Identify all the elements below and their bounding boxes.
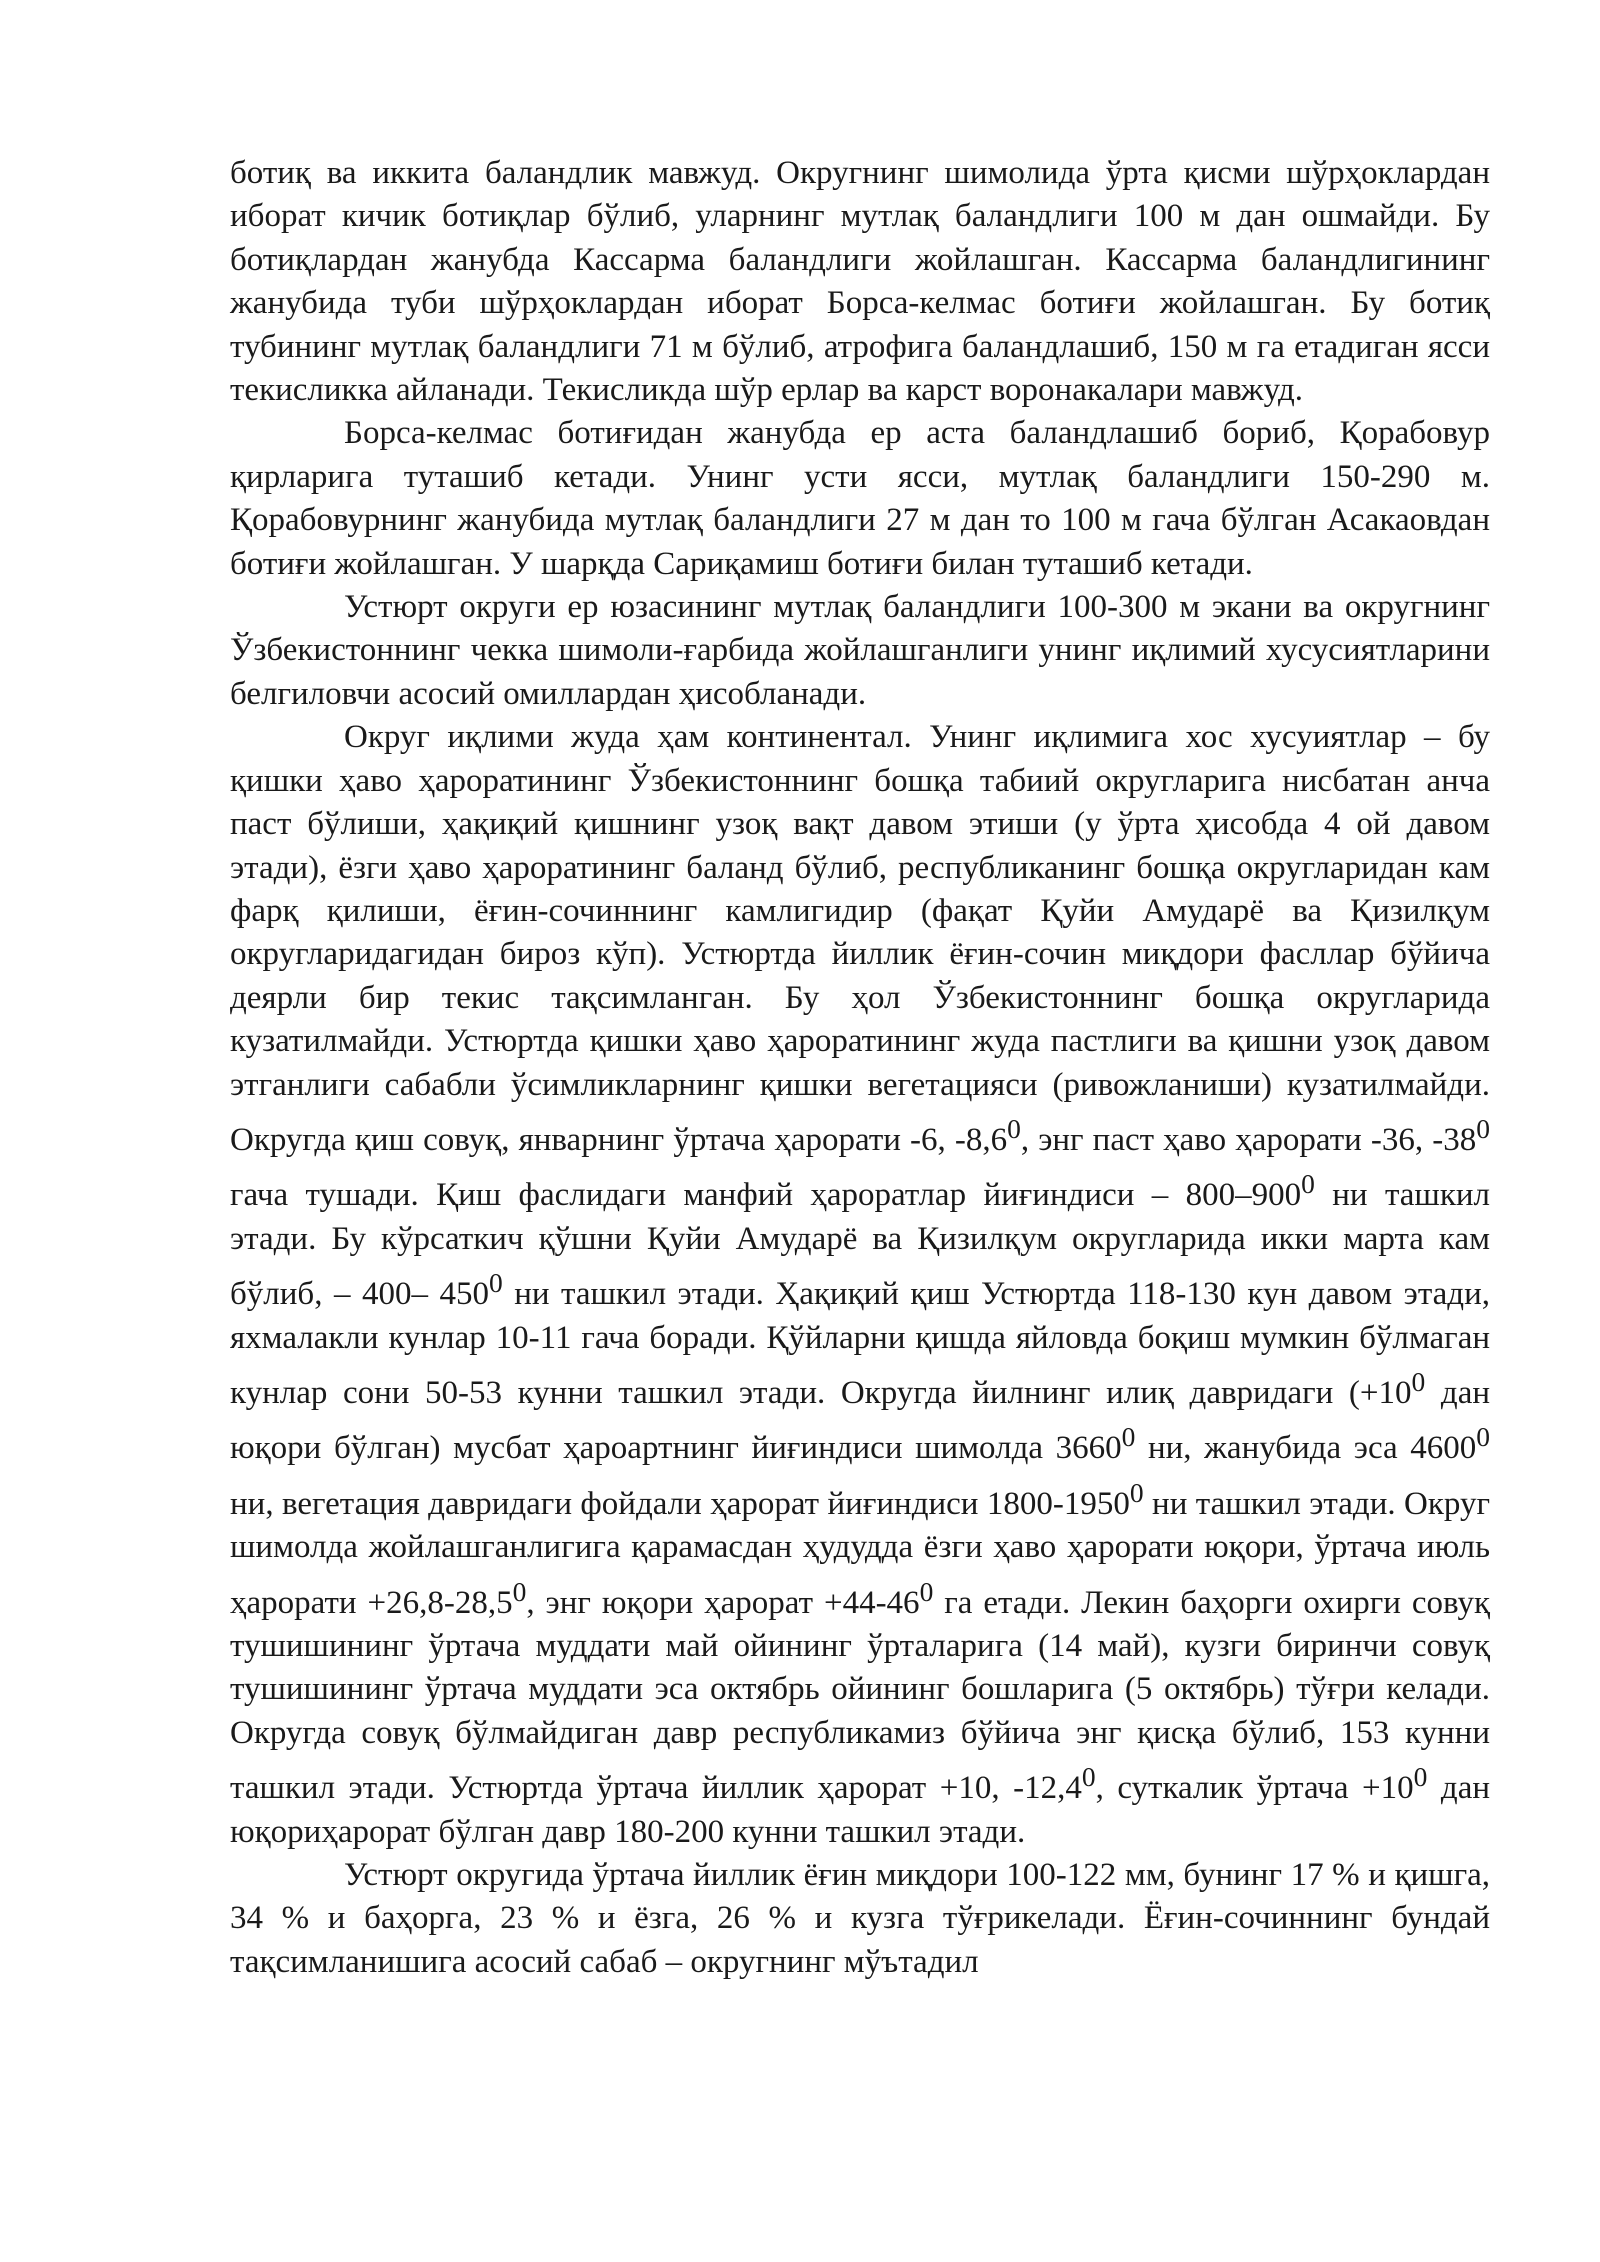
paragraph-4: Округ иқлими жуда ҳам континентал. Унинг иқлимига хос хусуиятлар – бу қишки ҳаво ҳароратининг Ўзбекистоннинг бошқа табиий округларига нисбатан анча паст бўлиши, ҳақиқий қишнинг узоқ вақт давом этиши (у ўрта ҳисобда 4 ой давом этади), ёзги ҳаво ҳароратининг баланд бўлиб, республиканинг бошқа округларидан кам фарқ қилиши, ёғин-сочиннинг камлигидир (фақат Қуйи Амударё ва Қизилқум округларидагидан бироз кўп). Устюртда йиллик ёғин-сочин миқдори фасллар бўйича деярли бир текис тақсимланган. Бу ҳол Ўзбекистоннинг бошқа округларида кузатилмайди. Устюртда қишки ҳаво ҳароратининг жуда пастлиги ва қишни узоқ давом этганлиги сабабли ўсимликларнинг қишки вегетацияси (ривожланиши) кузатилмайди. Округда қиш совуқ, январнинг ўртача ҳарорати -6, $-8,6^0$, энг паст ҳаво ҳарорати -36, $-38^0$ гача тушади. Қиш фаслидаги манфий ҳароратлар йиғиндиси – $800-900^0$ ни ташкил этади. Бу кўрсаткич қўшни Қуйи Амударё ва Қизилқум округларида икки марта кам бўлиб, – 400– $450^0$ ни ташкил этади. Ҳақиқий қиш Устюртда 118-130 кун давом этади, яхмалакли кунлар 10-11 гача боради. Қўйларни қишда яйловда боқиш мумкин бўлмаган кунлар сони 50-53 кунни ташкил этади. Округда йилнинг илиқ давридаги ($+10^0$ дан юқори бўлган) мусбат ҳароартнинг йиғиндиси шимолда 3660$^0$ ни, жанубида эса 4600$^0$ ни, вегетация давридаги фойдали ҳарорат йиғиндиси 1800-1950$^0$ ни ташкил этади. Округ шимолда жойлашганлигига қарамасдан ҳудудда ёзги ҳаво ҳарорати юқори, ўртача июль ҳарорати $+26,8-28,5^0$, энг юқори ҳарорат $+44-46^0$ га етади. Лекин баҳорги охирги совуқ тушишининг ўртача муддати май ойининг ўрталарига (14 май), кузги биринчи совуқ тушишининг ўртача муддати эса октябрь ойининг бошларига (5 октябрь) тўғри келади. Округда совуқ бўлмайдиган давр республикамиз бўйича энг қисқа бўлиб, 153 кунни ташкил этади. Устюртда ўртача йиллик ҳарорат +10, -12,4$^0$, суткалик ўртача $+10^0$ дан юқориҳарорат бўлган давр 180-200 кунни ташкил этади. xyxy=(230,719,1490,1850)
paragraph-1: ботиқ ва иккита баландлик мавжуд. Округнинг шимолида ўрта қисми шўрҳоклардан иборат кичик ботиқлар бўлиб, уларнинг мутлақ баландлиги 100 м дан ошмайди. Бу ботиқлардан жанубда Кассарма баландлиги жойлашган. Кассарма баландлигининг жанубида туби шўрҳоклардан иборат Борса-келмас ботиғи жойлашган. Бу ботиқ тубининг мутлақ баландлиги 71 м бўлиб, атрофига баландлашиб, 150 м га етадиган ясси текисликка айланади. Текисликда шўр ерлар ва карст воронакалари мавжуд. xyxy=(230,155,1490,409)
document-page xyxy=(230,152,1490,1984)
paragraph-5: Устюрт округида ўртача йиллик ёғин миқдори 100-122 мм, бунинг 17 % и қишга, 34 % и баҳорга, 23 % и ёзга, 26 % и кузга тўғрикелади. Ёғин-сочиннинг бундай тақсимланишига асосий сабаб – округнинг мўътадил xyxy=(230,1857,1490,1980)
paragraph-2: Борса-келмас ботиғидан жанубда ер аста баландлашиб бориб, Қорабовур қирларига туташиб кетади. Унинг усти ясси, мутлақ баландлиги 150-290 м. Қорабовурнинг жанубида мутлақ баландлиги 27 м дан то 100 м гача бўлган Асакаовдан ботиғи жойлашган. У шарқда Сариқамиш ботиғи билан туташиб кетади. xyxy=(230,415,1490,582)
paragraph-3: Устюрт округи ер юзасининг мутлақ баландлиги 100-300 м экани ва округнинг Ўзбекистоннинг чекка шимоли-ғарбида жойлашганлиги унинг иқлимий хусусиятларини белгиловчи асосий омиллардан ҳисобланади. xyxy=(230,589,1490,712)
